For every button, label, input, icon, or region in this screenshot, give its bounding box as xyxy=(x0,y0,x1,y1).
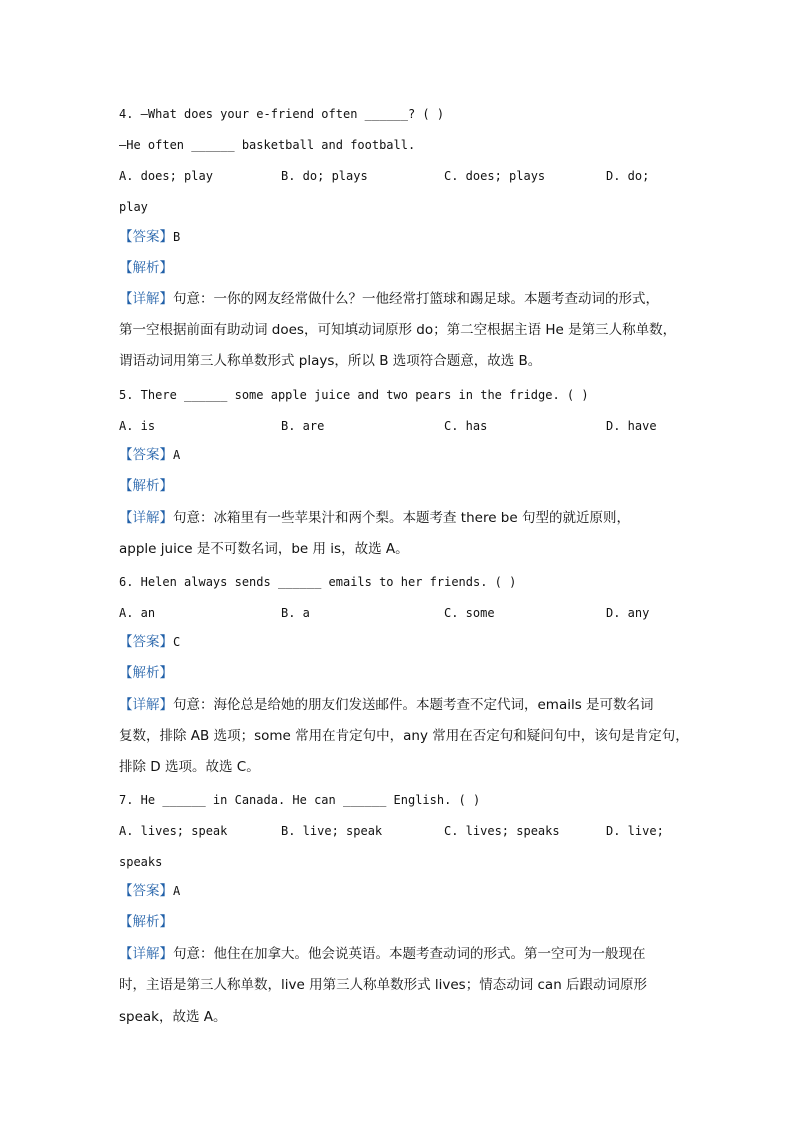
question-6-option-d: D. any xyxy=(606,606,650,620)
detail-label: 【详解】 xyxy=(119,510,173,526)
question-5-option-d: D. have xyxy=(606,419,657,433)
question-7-option-d: D. live; xyxy=(606,824,664,838)
detail-label: 【详解】 xyxy=(119,291,173,307)
question-5-stem-line-1: 5. There ______ some apple juice and two pears in the fridge. ( ) xyxy=(119,388,589,402)
question-6-stem-line-1: 6. Helen always sends ______ emails to her friends. ( ) xyxy=(119,575,517,589)
question-7-option-c: C. lives; speaks xyxy=(444,824,560,838)
detail-text: 句意：冰箱里有一些苹果汁和两个梨。本题考查 there be 句型的就近原则， xyxy=(173,510,630,526)
question-6-option-b: B. a xyxy=(281,606,310,620)
answer-value: A xyxy=(173,884,181,898)
question-7-analysis xyxy=(119,913,173,932)
question-4-option-a: A. does; play xyxy=(119,169,213,183)
question-5-answer xyxy=(119,446,180,465)
detail-text: 句意：海伦总是给她的朋友们发送邮件。本题考查不定代词，emails 是可数名词 xyxy=(173,697,654,713)
question-4-stem-line-2: —He often ______ basketball and football. xyxy=(119,138,416,152)
question-6-analysis xyxy=(119,664,173,683)
question-7-option-wrap: speaks xyxy=(119,855,163,869)
question-7-option-b: B. live; speak xyxy=(281,824,383,838)
question-4-detail-line-3: 谓语动词用第三人称单数形式 plays，所以 B 选项符合题意，故选 B。 xyxy=(119,353,542,369)
question-7-detail-line-3: speak，故选 A。 xyxy=(119,1009,227,1025)
question-7-detail-line-2: 时，主语是第三人称单数，live 用第三人称单数形式 lives；情态动词 can 后跟动词原形 xyxy=(119,977,648,993)
question-5-analysis xyxy=(119,477,173,496)
answer-label: 【答案】 xyxy=(119,883,173,899)
question-4-option-c: C. does; plays xyxy=(444,169,546,183)
question-4-option-wrap: play xyxy=(119,200,148,214)
question-7-stem-line-1: 7. He ______ in Canada. He can ______ English. ( ) xyxy=(119,793,481,807)
question-5-option-a: A. is xyxy=(119,419,156,433)
question-4-detail-line-2: 第一空根据前面有助动词 does，可知填动词原形 do；第二空根据主语 He 是第三人称单数， xyxy=(119,322,677,338)
analysis-label: 【解析】 xyxy=(119,665,173,681)
question-5-detail-line-2: apple juice 是不可数名词，be 用 is，故选 A。 xyxy=(119,541,409,557)
analysis-label: 【解析】 xyxy=(119,260,173,276)
question-7-answer xyxy=(119,882,180,901)
question-4-analysis xyxy=(119,259,173,278)
question-4-option-b: B. do; plays xyxy=(281,169,368,183)
question-6-option-a: A. an xyxy=(119,606,156,620)
question-6-detail-line-2: 复数，排除 AB 选项；some 常用在肯定句中，any 常用在否定句和疑问句中，该句是肯定句， xyxy=(119,728,689,744)
question-5-option-b: B. are xyxy=(281,419,325,433)
question-4-option-d: D. do; xyxy=(606,169,650,183)
question-4-stem-line-1: 4. —What does your e-friend often ______? ( ) xyxy=(119,107,445,121)
answer-value: C xyxy=(173,635,181,649)
question-4-answer xyxy=(119,228,180,247)
question-5-option-c: C. has xyxy=(444,419,488,433)
question-7-option-a: A. lives; speak xyxy=(119,824,228,838)
question-7-detail-line-1 xyxy=(119,945,646,963)
question-6-detail-line-1 xyxy=(119,696,654,714)
detail-text: 句意：一你的网友经常做什么？一他经常打篮球和踢足球。本题考查动词的形式， xyxy=(173,291,659,307)
analysis-label: 【解析】 xyxy=(119,478,173,494)
question-6-option-c: C. some xyxy=(444,606,495,620)
question-6-answer xyxy=(119,633,180,652)
analysis-label: 【解析】 xyxy=(119,914,173,930)
detail-label: 【详解】 xyxy=(119,697,173,713)
detail-text: 句意：他住在加拿大。他会说英语。本题考查动词的形式。第一空可为一般现在 xyxy=(173,946,646,962)
question-6-detail-line-3: 排除 D 选项。故选 C。 xyxy=(119,759,260,775)
question-5-detail-line-1 xyxy=(119,509,630,527)
answer-value: B xyxy=(173,230,181,244)
answer-label: 【答案】 xyxy=(119,229,173,245)
question-4-detail-line-1 xyxy=(119,290,659,308)
answer-label: 【答案】 xyxy=(119,634,173,650)
answer-value: A xyxy=(173,448,181,462)
answer-label: 【答案】 xyxy=(119,447,173,463)
detail-label: 【详解】 xyxy=(119,946,173,962)
